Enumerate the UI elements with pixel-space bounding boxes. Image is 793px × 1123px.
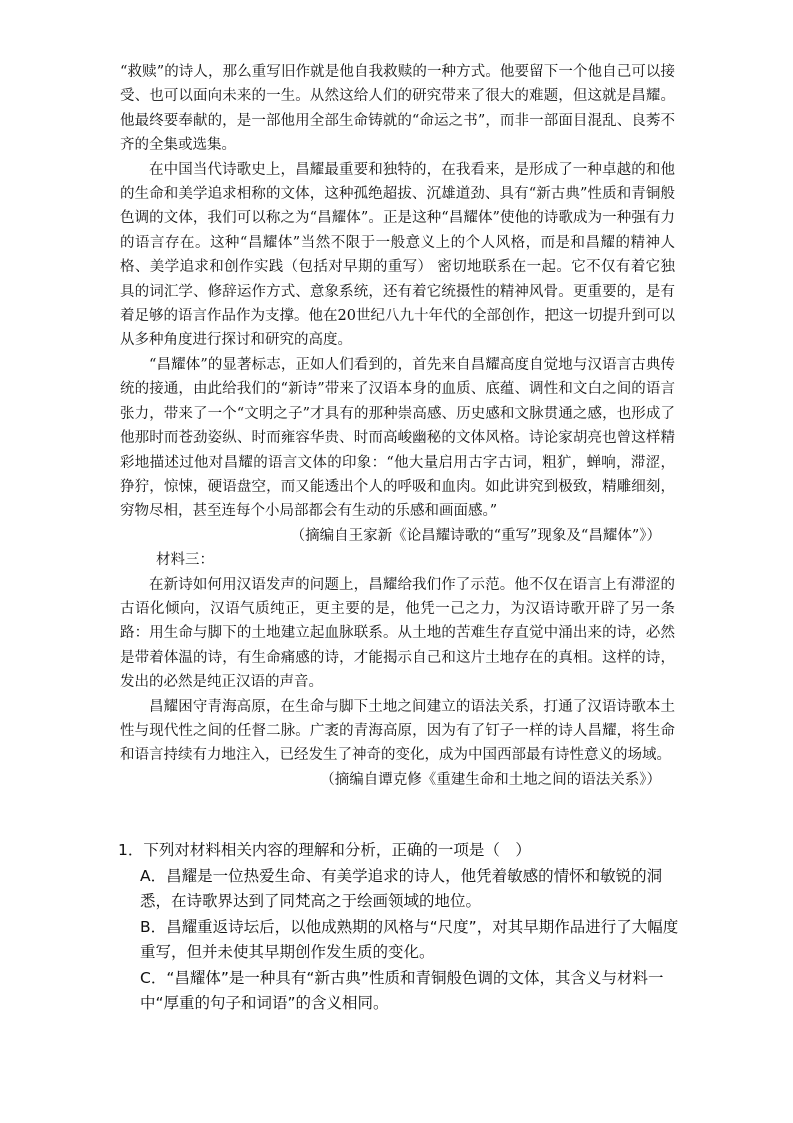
question-1-option-b: B．昌耀重返诗坛后，以他成熟期的风格与“尺度”，对其早期作品进行了大幅度重写，但并未使其早期创作发生质的变化。 [140, 917, 679, 961]
question-1-stem: 1．下列对材料相关内容的理解和分析，正确的一项是（ ） [118, 841, 531, 859]
question-1-option-a: A．昌耀是一位热爱生命、有美学追求的诗人，他凭着敏感的情怀和敏锐的洞悉，在诗歌界达到了同梵高之于绘画领域的地位。 [140, 866, 663, 910]
question-block [118, 838, 688, 1017]
question-1-option-c: C．“昌耀体”是一种具有“新古典”性质和青铜般色调的文体，其含义与材料一中“厚重的句子和词语”的含义相同。 [140, 968, 664, 1012]
material3-paragraph-1: 在新诗如何用汉语发声的问题上，昌耀给我们作了示范。他不仅在语言上有滞涩的古语化倾向，汉语气质纯正，更主要的是，他凭一己之力，为汉语诗歌开辟了另一条路：用生命与脚下的土地建立起血脉联系。从土地的苦难生存直觉中涌出来的诗，必然是带着体温的诗，有生命痛感的诗，才能揭示自己和这片土地存在的真相。这样的诗，发出的必然是纯正汉语的声音。 [120, 576, 675, 691]
continuation-paragraph: “救赎”的诗人，那么重写旧作就是他自我救赎的一种方式。他要留下一个他自己可以接受、也可以面向未来的一生。从然这给人们的研究带来了很大的难题，但这就是昌耀。他最终要奉献的，是一部他用全部生命铸就的“命运之书”，而非一部面目混乱、良莠不齐的全集或选集。 [120, 64, 675, 154]
material2-paragraph-1: 在中国当代诗歌史上，昌耀最重要和独特的，在我看来，是形成了一种卓越的和他的生命和美学追求相称的文体，这种孤绝超拔、沉雄道劲、具有“新古典”性质和青铜般色调的文体，我们可以称之为“昌耀体”。正是这种“昌耀体”使他的诗歌成为一种强有力的语言存在。这种“昌耀体”当然不限于一般意义上的个人风格，而是和昌耀的精神人格、美学追求和创作实践（包括对早期的重写） 密切地联系在一起。它不仅有着它独具的词汇学、修辞运作方式、意象系统，还有着它统摄性的精神风骨。更重要的，是有着足够的语言作品作为支撑。他在20世纪八九十年代的全部创作，把这一切提升到可以从多种角度进行探讨和研究的高度。 [120, 161, 675, 349]
material2-source: （摘编自王家新《论昌耀诗歌的“重写”现象及“昌耀体”》） [290, 527, 661, 544]
material3-paragraph-2: 昌耀困守青海高原，在生命与脚下土地之间建立的语法关系，打通了汉语诗歌本土性与现代性之间的任督二脉。广袤的青海高原，因为有了钉子一样的诗人昌耀，将生命和语言持续有力地注入，已经发生了神奇的变化，成为中国西部最有诗性意义的场域。 [120, 698, 675, 764]
material2-paragraph-2: “昌耀体”的显著标志，正如人们看到的，首先来自昌耀高度自觉地与汉语言古典传统的接通，由此给我们的“新诗”带来了汉语本身的血质、底蕴、调性和文白之间的语言张力，带来了一个“文明之子”才具有的那种崇高感、历史感和文脉贯通之感，也形成了他那时而苍劲姿纵、时而雍容华贵、时而高峻幽秘的文体风格。诗论家胡亮也曾这样精彩地描述过他对昌耀的语言文体的印象：“他大量启用古字古词，粗犷，蝉响，滞涩，狰狞，惊悚，硬语盘空，而又能透出个人的呼吸和血肉。如此讲究到极致，精雕细刻，穷物尽相，甚至连每个小局部都会有生动的乐感和画面感。” [120, 356, 675, 520]
material3-label: 材料三： [156, 552, 214, 569]
material3-source: （摘编自谭克修《重建生命和土地之间的语法关系》） [320, 771, 661, 788]
passage-text [120, 60, 675, 792]
